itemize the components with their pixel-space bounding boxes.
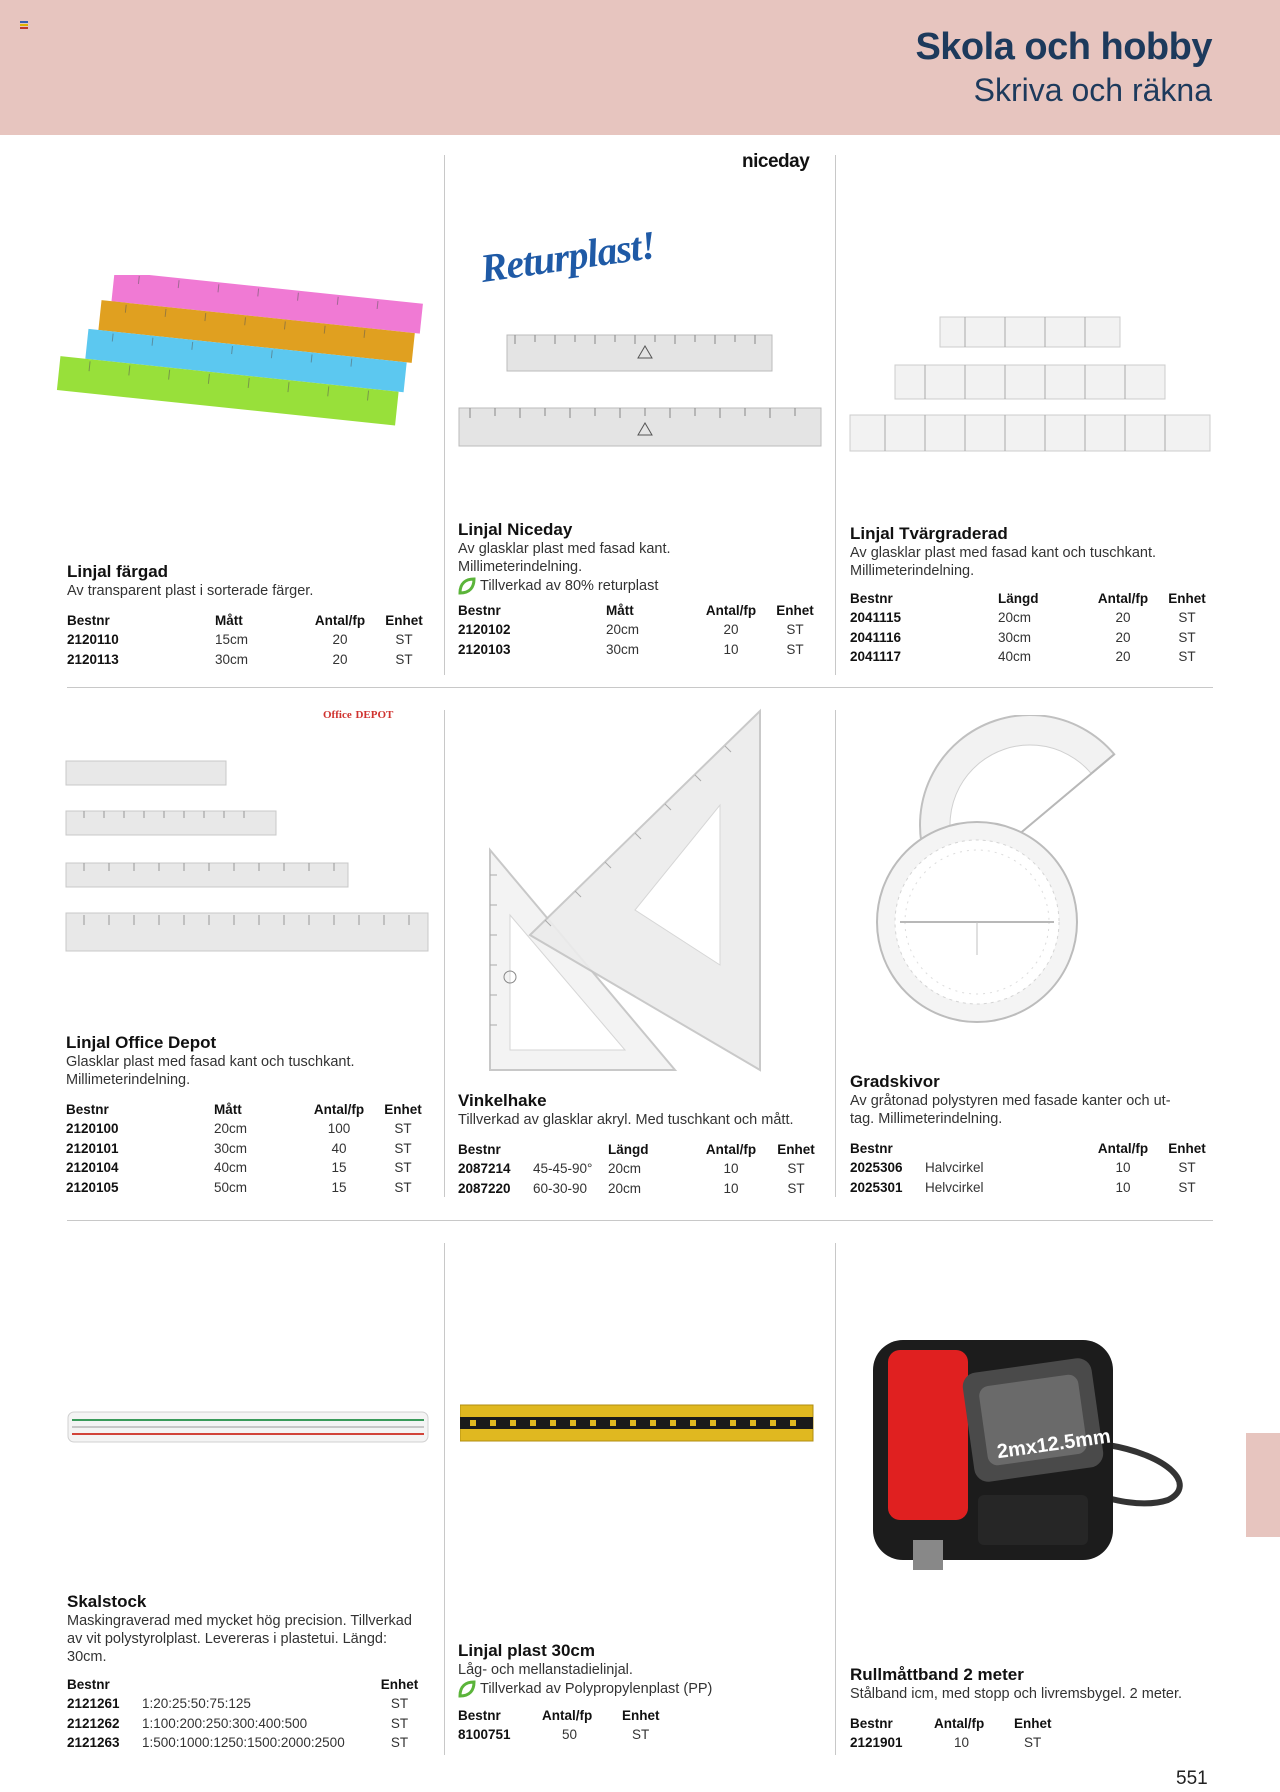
table-row: 2041115 20cm 20 ST [850,610,1196,626]
product-description: Millimeterindelning. [458,559,583,575]
table-row: 2120100 20cm 100 ST [66,1121,412,1137]
niceday-rulers-image [455,330,825,450]
product-linjal-niceday [458,520,828,659]
protractors-image [860,715,1200,1035]
column-divider [444,1243,445,1755]
product-title: Linjal plast 30cm [458,1641,595,1660]
returplast-logo: Returplast! [477,221,658,292]
product-description: Maskingraverad med mycket hög precision. Tillverkad [67,1613,412,1629]
flag-icon [20,21,28,28]
table-row: 2121901 10 ST [850,1735,1042,1751]
column-divider [835,710,836,1197]
product-linjal-office-depot [66,1033,436,1197]
product-description: Av transparent plast i sorterade färger. [67,583,314,599]
row-divider [67,1220,1213,1221]
product-title: Linjal Niceday [458,520,573,539]
table-row: 2121263 1:500:1000:1250:1500:2000:2500 ST [67,1735,409,1751]
product-title: Linjal Office Depot [66,1033,217,1052]
product-description: Millimeterindelning. [66,1072,191,1088]
product-description: Av glasklar plast med fasad kant. [458,541,671,557]
product-table: Bestnr Längd Antal/fp Enhet 2087214 45-45-90° 20cm 10 ST 2087220 60-30-90 20cm 10 ST [458,1139,820,1198]
product-description: Av gråtonad polystyren med fasade kanter och ut- [850,1093,1171,1109]
product-gradskivor [850,1072,1220,1197]
product-description: 30cm. [67,1649,107,1665]
product-description: Glasklar plast med fasad kant och tuschkant. [66,1054,355,1070]
table-row: 8100751 50 ST [458,1727,650,1743]
skalstock-image [66,1408,431,1448]
page-header [0,0,1280,135]
section-tab [1246,1433,1280,1537]
product-description: Av glasklar plast med fasad kant och tuschkant. [850,545,1157,561]
niceday-logo: niceday [742,151,810,172]
product-table: Bestnr Mått Antal/fp Enhet 2120110 15cm 20 ST 2120113 30cm 20 ST [67,610,427,669]
product-title: Vinkelhake [458,1091,547,1110]
product-title: Rullmåttband 2 meter [850,1665,1024,1684]
product-table: Bestnr Mått Antal/fp Enhet 2120100 20cm 100 ST 2120101 30cm 40 ST 2120104 40cm 15 ST 2120105 50cm 15 ST [66,1099,426,1197]
table-row: 2120103 30cm 10 ST [458,641,804,657]
leaf-icon [458,577,476,595]
product-title: Linjal färgad [67,562,169,581]
product-skalstock [67,1592,442,1753]
yellow-ruler-image [460,1403,815,1443]
product-description: Stålband icm, med stopp och livremsbygel. 2 meter. [850,1686,1183,1702]
product-description: Millimeterindelning. [850,563,975,579]
table-row: 2025306 Halvcirkel 10 ST [850,1160,1196,1176]
table-row: 2041117 40cm 20 ST [850,649,1196,665]
section-subtitle: Skriva och räkna [973,72,1212,108]
table-row: 2120101 30cm 40 ST [66,1140,412,1156]
table-row: 2120105 50cm 15 ST [66,1179,412,1195]
product-table: Bestnr Antal/fp Enhet 2121901 10 ST [850,1713,1055,1753]
row-divider [67,687,1213,688]
table-row: 2120102 20cm 20 ST [458,622,804,638]
table-row: 2087220 60-30-90 20cm 10 ST [458,1180,805,1196]
product-linjal-fargad [67,562,437,669]
set-squares-image [485,705,785,1075]
product-table: Bestnr Längd Antal/fp Enhet 2041115 20cm 20 ST 2041116 30cm 20 ST 2041117 40cm 20 ST [850,588,1210,667]
product-linjal-tvargraderad [850,524,1220,667]
office-depot-rulers-image [64,755,434,955]
product-table: Bestnr Mått Antal/fp Enhet 2120102 20cm 20 ST 2120103 30cm 10 ST [458,600,818,659]
table-row: 2120104 40cm 15 ST [66,1160,412,1176]
product-description: tag. Millimeterindelning. [850,1111,1003,1127]
table-row: 2041116 30cm 20 ST [850,629,1196,645]
product-table: Bestnr Enhet 2121261 1:20:25:50:75:125 ST 2121262 1:100:200:250:300:400:500 ST 2121263 1:500:1000:1250:1500:2000:2500 ST [67,1674,427,1753]
product-table: Bestnr Antal/fp Enhet 8100751 50 ST [458,1705,663,1745]
product-title: Skalstock [67,1592,147,1611]
table-row: 2087214 45-45-90° 20cm 10 ST [458,1161,805,1177]
tape-measure-image [868,1325,1218,1595]
column-divider [835,155,836,675]
colored-rulers-image [50,275,430,465]
product-vinkelhake [458,1091,833,1198]
column-divider [444,710,445,1197]
leaf-icon [458,1680,476,1698]
table-row: 2121262 1:100:200:250:300:400:500 ST [67,1715,409,1731]
section-title: Skola och hobby [915,26,1212,68]
product-description: Låg- och mellanstadielinjal. [458,1662,633,1678]
product-rullmattband [850,1665,1225,1753]
table-row: 2120113 30cm 20 ST [67,651,413,667]
svg-text:2mx12.5mm: 2mx12.5mm [995,1425,1113,1464]
eco-note: Tillverkad av 80% returplast [458,576,828,596]
tvargraderad-rulers-image [845,315,1215,455]
product-description: av vit polystyrolplast. Levereras i plastetui. Längd: [67,1631,387,1647]
product-table: Bestnr Antal/fp Enhet 2025306 Halvcirkel 10 ST 2025301 Helvcirkel 10 ST [850,1138,1210,1197]
table-row: 2025301 Helvcirkel 10 ST [850,1179,1196,1195]
product-linjal-plast-30cm [458,1641,828,1745]
eco-note: Tillverkad av Polypropylenplast (PP) [458,1679,828,1699]
table-row: 2121261 1:20:25:50:75:125 ST [67,1696,409,1712]
column-divider [835,1243,836,1755]
product-title: Gradskivor [850,1072,940,1091]
table-row: 2120110 15cm 20 ST [67,632,413,648]
office-depot-logo: Office DEPOT [323,709,394,721]
column-divider [444,155,445,675]
page-number: 551 [1176,1768,1208,1789]
product-description: Tillverkad av glasklar akryl. Med tuschkant och mått. [458,1112,794,1128]
product-title: Linjal Tvärgraderad [850,524,1008,543]
